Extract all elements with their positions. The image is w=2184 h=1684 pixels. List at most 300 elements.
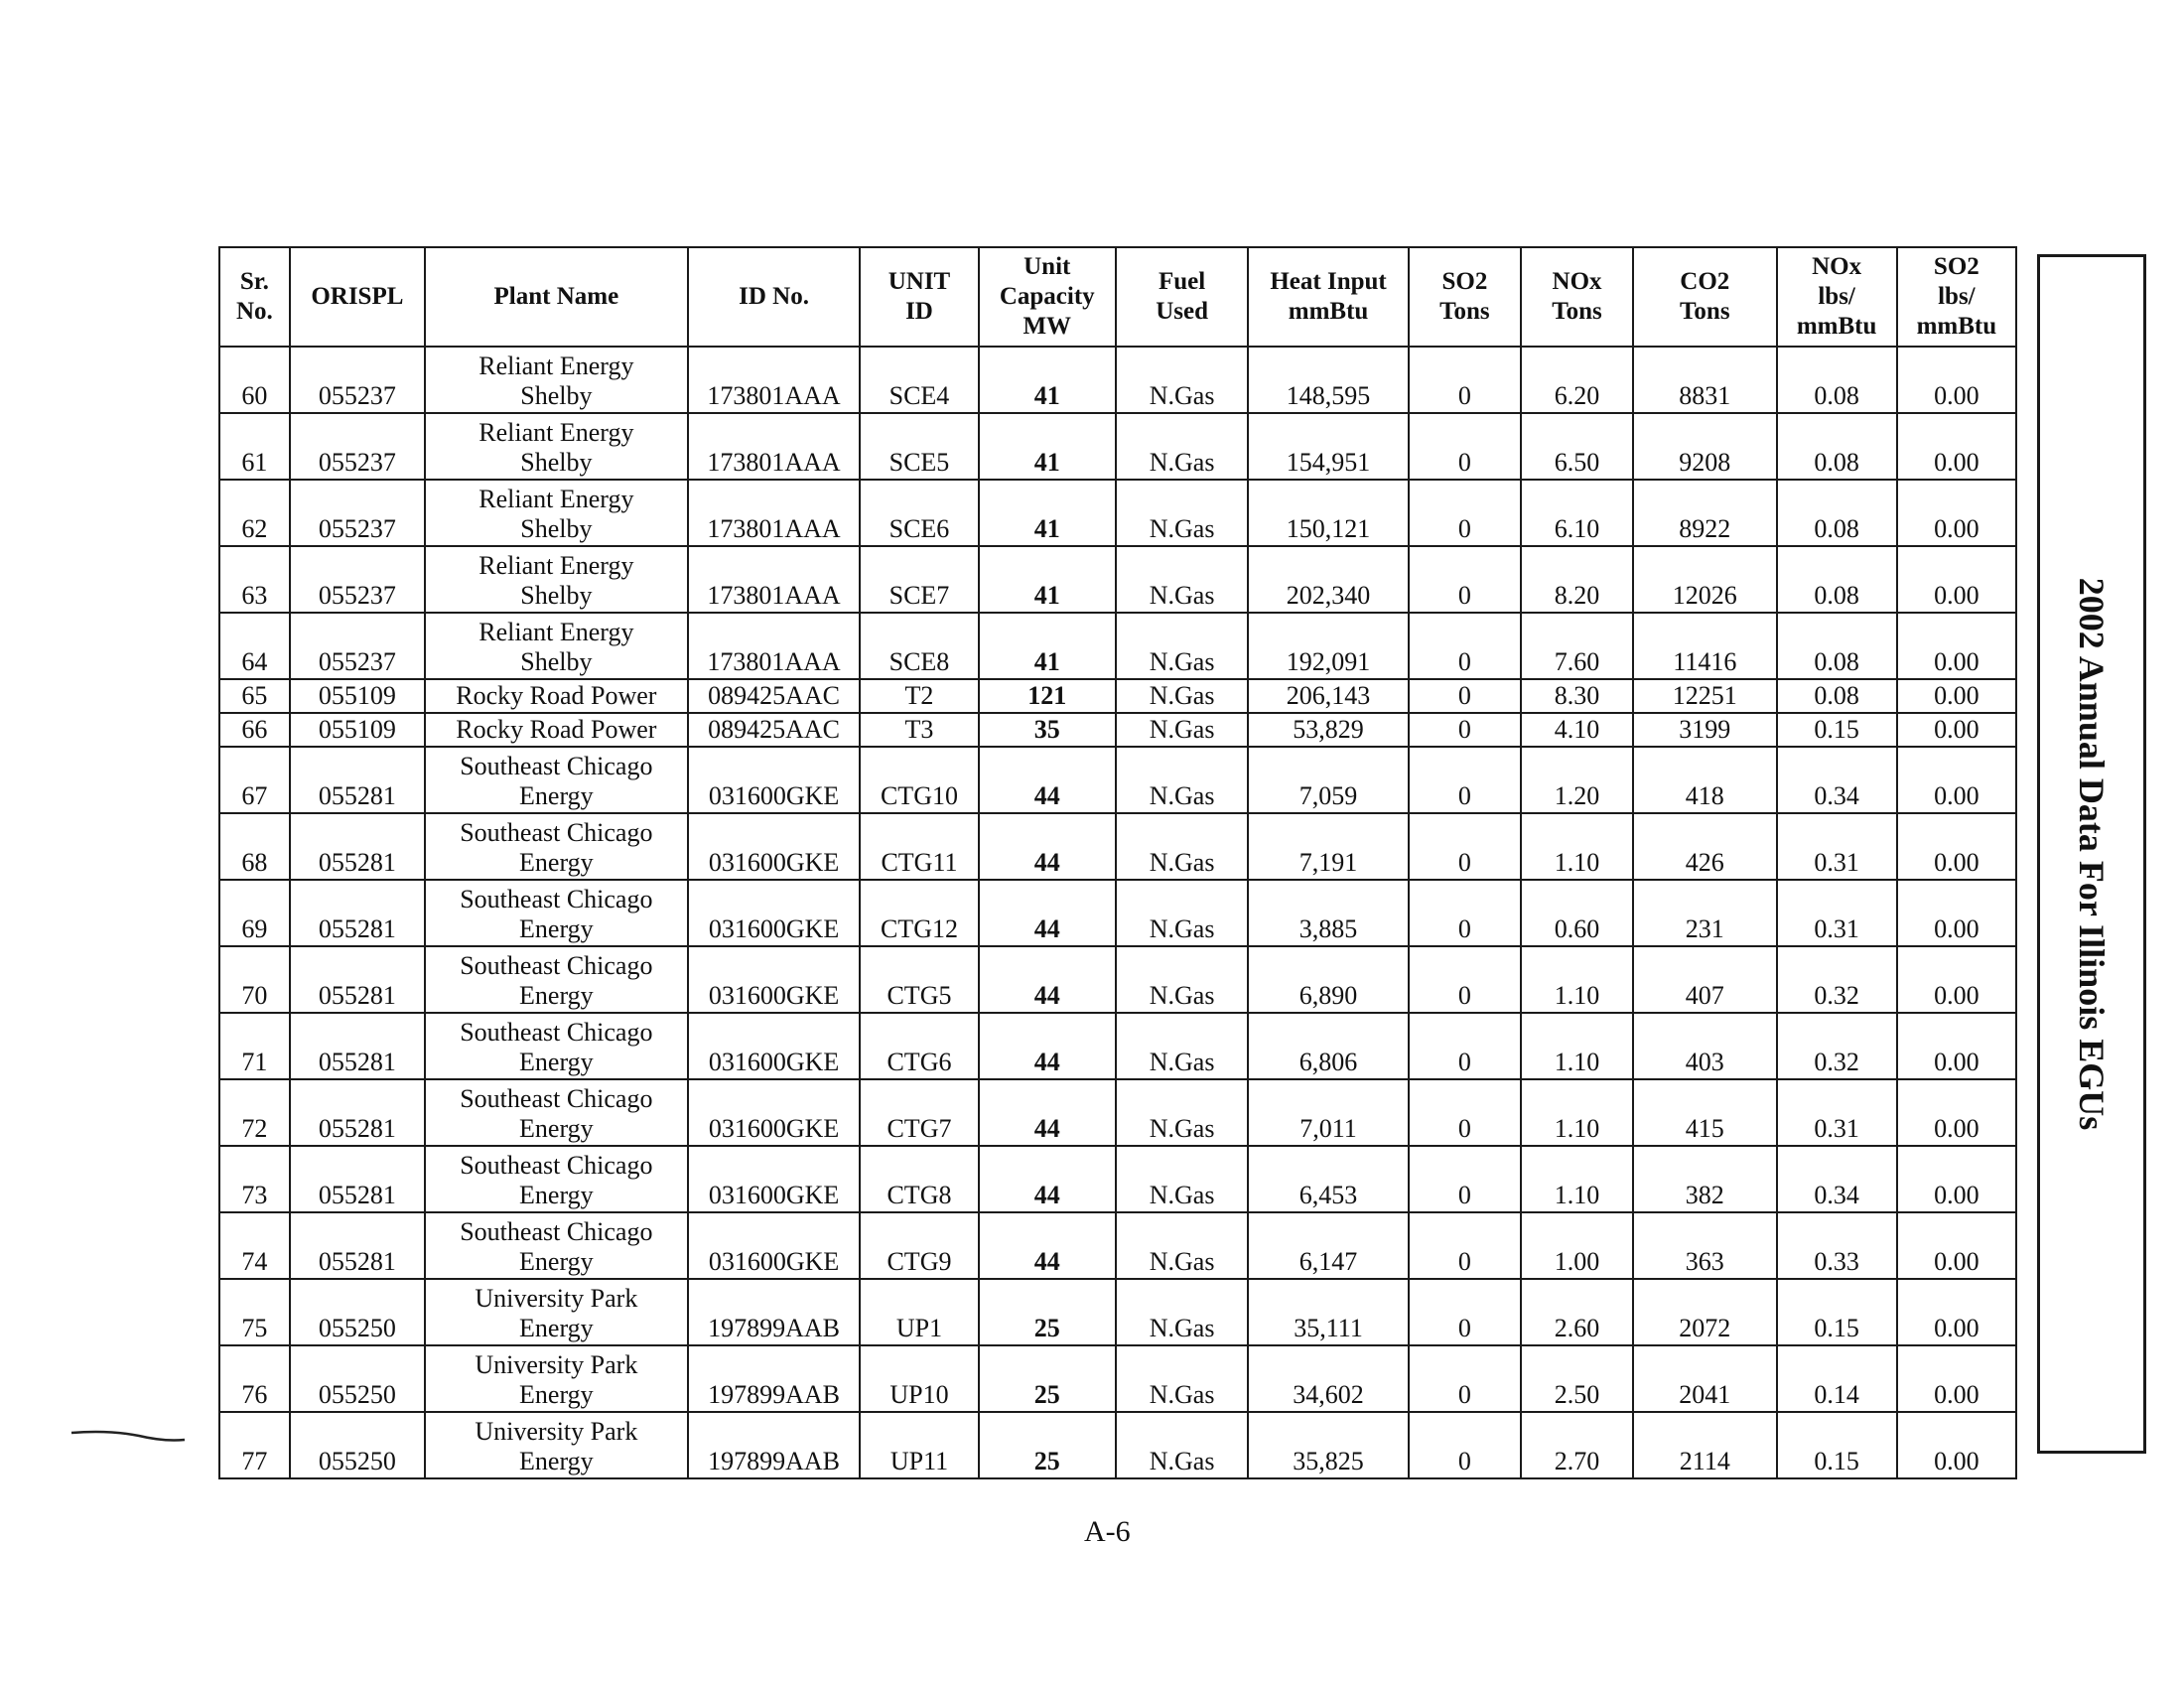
cell-id-no: 197899AAB bbox=[688, 1345, 861, 1412]
cell-so2-rate: 0.00 bbox=[1897, 1279, 2016, 1345]
cell-sr-no: 74 bbox=[219, 1212, 290, 1279]
header-unit-capacity bbox=[979, 247, 1116, 347]
cell-heat-input: 7,011 bbox=[1248, 1079, 1409, 1146]
cell-sr-no: 63 bbox=[219, 546, 290, 613]
cell-so2-tons: 0 bbox=[1409, 1345, 1521, 1412]
cell-nox-tons: 8.20 bbox=[1521, 546, 1633, 613]
cell-orispl: 055281 bbox=[290, 1013, 425, 1079]
cell-nox-tons: 6.50 bbox=[1521, 413, 1633, 480]
cell-nox-rate: 0.33 bbox=[1777, 1212, 1897, 1279]
cell-unit-capacity: 25 bbox=[979, 1412, 1116, 1478]
cell-fuel-used: N.Gas bbox=[1116, 946, 1248, 1013]
cell-so2-rate: 0.00 bbox=[1897, 1146, 2016, 1212]
cell-heat-input: 6,806 bbox=[1248, 1013, 1409, 1079]
header-text: Capacity bbox=[999, 283, 1095, 310]
cell-so2-rate: 0.00 bbox=[1897, 1013, 2016, 1079]
cell-so2-tons: 0 bbox=[1409, 1079, 1521, 1146]
cell-sr-no: 75 bbox=[219, 1279, 290, 1345]
cell-so2-rate: 0.00 bbox=[1897, 613, 2016, 679]
plant-name-line: Reliant Energy bbox=[478, 618, 634, 646]
table-row bbox=[219, 1279, 2016, 1345]
table-row bbox=[219, 480, 2016, 546]
header-text: lbs/ bbox=[1818, 283, 1855, 310]
cell-plant-name bbox=[425, 413, 688, 480]
side-title: 2002 Annual Data For Illinois EGUs bbox=[2072, 577, 2112, 1131]
cell-orispl: 055281 bbox=[290, 813, 425, 880]
cell-plant-name bbox=[425, 347, 688, 413]
cell-orispl: 055281 bbox=[290, 880, 425, 946]
cell-id-no: 173801AAA bbox=[688, 546, 861, 613]
cell-nox-rate: 0.34 bbox=[1777, 747, 1897, 813]
cell-heat-input: 34,602 bbox=[1248, 1345, 1409, 1412]
cell-unit-capacity: 35 bbox=[979, 713, 1116, 747]
cell-heat-input: 154,951 bbox=[1248, 413, 1409, 480]
cell-sr-no: 71 bbox=[219, 1013, 290, 1079]
cell-nox-tons: 1.10 bbox=[1521, 1079, 1633, 1146]
header-nox-rate bbox=[1777, 247, 1897, 347]
table-body bbox=[219, 347, 2016, 1478]
cell-id-no: 173801AAA bbox=[688, 480, 861, 546]
cell-nox-rate: 0.08 bbox=[1777, 613, 1897, 679]
cell-so2-rate: 0.00 bbox=[1897, 1212, 2016, 1279]
cell-fuel-used: N.Gas bbox=[1116, 546, 1248, 613]
cell-fuel-used: N.Gas bbox=[1116, 713, 1248, 747]
cell-co2-tons: 426 bbox=[1633, 813, 1776, 880]
cell-heat-input: 35,111 bbox=[1248, 1279, 1409, 1345]
cell-nox-rate: 0.32 bbox=[1777, 946, 1897, 1013]
cell-sr-no: 61 bbox=[219, 413, 290, 480]
cell-so2-tons: 0 bbox=[1409, 413, 1521, 480]
plant-name-line: University Park bbox=[475, 1284, 638, 1313]
header-text: Tons bbox=[1552, 298, 1602, 325]
header-text: mmBtu bbox=[1916, 313, 1997, 340]
cell-co2-tons: 9208 bbox=[1633, 413, 1776, 480]
cell-orispl: 055237 bbox=[290, 347, 425, 413]
cell-id-no: 089425AAC bbox=[688, 713, 861, 747]
cell-unit-capacity: 121 bbox=[979, 679, 1116, 713]
cell-plant-name bbox=[425, 747, 688, 813]
cell-co2-tons: 403 bbox=[1633, 1013, 1776, 1079]
cell-nox-rate: 0.14 bbox=[1777, 1345, 1897, 1412]
cell-co2-tons: 12251 bbox=[1633, 679, 1776, 713]
cell-id-no: 197899AAB bbox=[688, 1412, 861, 1478]
plant-name-line: Reliant Energy bbox=[478, 418, 634, 447]
cell-plant-name bbox=[425, 1345, 688, 1412]
cell-co2-tons: 382 bbox=[1633, 1146, 1776, 1212]
cell-plant-name bbox=[425, 1146, 688, 1212]
header-text: ID No. bbox=[739, 283, 809, 310]
cell-nox-rate: 0.31 bbox=[1777, 1079, 1897, 1146]
cell-co2-tons: 363 bbox=[1633, 1212, 1776, 1279]
cell-unit-capacity: 44 bbox=[979, 1212, 1116, 1279]
cell-co2-tons: 3199 bbox=[1633, 713, 1776, 747]
cell-nox-tons: 1.20 bbox=[1521, 747, 1633, 813]
plant-name-line: Southeast Chicago bbox=[460, 885, 653, 913]
cell-fuel-used: N.Gas bbox=[1116, 880, 1248, 946]
header-fuel-used bbox=[1116, 247, 1248, 347]
cell-id-no: 031600GKE bbox=[688, 1013, 861, 1079]
cell-sr-no: 67 bbox=[219, 747, 290, 813]
cell-heat-input: 202,340 bbox=[1248, 546, 1409, 613]
cell-sr-no: 77 bbox=[219, 1412, 290, 1478]
cell-plant-name bbox=[425, 613, 688, 679]
cell-so2-tons: 0 bbox=[1409, 946, 1521, 1013]
cell-unit-id: CTG5 bbox=[860, 946, 978, 1013]
cell-nox-rate: 0.08 bbox=[1777, 347, 1897, 413]
cell-unit-capacity: 44 bbox=[979, 1013, 1116, 1079]
table-row bbox=[219, 1412, 2016, 1478]
cell-unit-id: SCE5 bbox=[860, 413, 978, 480]
table-row bbox=[219, 946, 2016, 1013]
cell-co2-tons: 8831 bbox=[1633, 347, 1776, 413]
cell-nox-tons: 4.10 bbox=[1521, 713, 1633, 747]
cell-so2-tons: 0 bbox=[1409, 679, 1521, 713]
cell-unit-id: CTG6 bbox=[860, 1013, 978, 1079]
table-row bbox=[219, 679, 2016, 713]
cell-nox-tons: 1.10 bbox=[1521, 1013, 1633, 1079]
cell-orispl: 055109 bbox=[290, 713, 425, 747]
table-row bbox=[219, 880, 2016, 946]
header-text: No. bbox=[235, 298, 273, 325]
emissions-table bbox=[218, 246, 2017, 1479]
cell-orispl: 055237 bbox=[290, 480, 425, 546]
cell-orispl: 055281 bbox=[290, 1079, 425, 1146]
table-row bbox=[219, 1146, 2016, 1212]
cell-nox-rate: 0.08 bbox=[1777, 480, 1897, 546]
cell-fuel-used: N.Gas bbox=[1116, 1412, 1248, 1478]
cell-nox-tons: 0.60 bbox=[1521, 880, 1633, 946]
plant-name-line: Energy bbox=[519, 1380, 594, 1409]
cell-id-no: 173801AAA bbox=[688, 413, 861, 480]
cell-orispl: 055250 bbox=[290, 1279, 425, 1345]
header-text: Tons bbox=[1439, 298, 1490, 325]
cell-heat-input: 6,890 bbox=[1248, 946, 1409, 1013]
cell-plant-name bbox=[425, 946, 688, 1013]
cell-orispl: 055109 bbox=[290, 679, 425, 713]
header-text: NOx bbox=[1552, 268, 1602, 295]
cell-id-no: 031600GKE bbox=[688, 880, 861, 946]
cell-id-no: 031600GKE bbox=[688, 813, 861, 880]
cell-unit-capacity: 25 bbox=[979, 1279, 1116, 1345]
header-text: MW bbox=[1023, 313, 1072, 340]
cell-co2-tons: 2114 bbox=[1633, 1412, 1776, 1478]
cell-plant-name bbox=[425, 480, 688, 546]
cell-unit-id: CTG9 bbox=[860, 1212, 978, 1279]
cell-unit-id: SCE4 bbox=[860, 347, 978, 413]
cell-so2-rate: 0.00 bbox=[1897, 546, 2016, 613]
cell-nox-tons: 2.70 bbox=[1521, 1412, 1633, 1478]
cell-unit-capacity: 44 bbox=[979, 1079, 1116, 1146]
cell-sr-no: 70 bbox=[219, 946, 290, 1013]
plant-name-line: Rocky Road Power bbox=[456, 715, 657, 744]
plant-name-line: University Park bbox=[475, 1417, 638, 1446]
plant-name-line: Reliant Energy bbox=[478, 351, 634, 380]
cell-plant-name bbox=[425, 713, 688, 747]
header-text: Used bbox=[1156, 298, 1208, 325]
table-row bbox=[219, 713, 2016, 747]
cell-so2-tons: 0 bbox=[1409, 347, 1521, 413]
cell-id-no: 031600GKE bbox=[688, 1079, 861, 1146]
cell-sr-no: 73 bbox=[219, 1146, 290, 1212]
plant-name-line: Energy bbox=[519, 1247, 594, 1276]
scan-artifact-stroke bbox=[69, 1428, 187, 1446]
cell-orispl: 055237 bbox=[290, 546, 425, 613]
plant-name-line: Southeast Chicago bbox=[460, 951, 653, 980]
cell-so2-rate: 0.00 bbox=[1897, 747, 2016, 813]
cell-nox-rate: 0.08 bbox=[1777, 679, 1897, 713]
header-id-no bbox=[688, 247, 861, 347]
header-unit-id bbox=[860, 247, 978, 347]
cell-id-no: 031600GKE bbox=[688, 747, 861, 813]
cell-nox-tons: 1.00 bbox=[1521, 1212, 1633, 1279]
cell-co2-tons: 2072 bbox=[1633, 1279, 1776, 1345]
cell-co2-tons: 407 bbox=[1633, 946, 1776, 1013]
cell-unit-capacity: 25 bbox=[979, 1345, 1116, 1412]
plant-name-line: Energy bbox=[519, 848, 594, 877]
cell-so2-tons: 0 bbox=[1409, 880, 1521, 946]
cell-so2-tons: 0 bbox=[1409, 1279, 1521, 1345]
header-plant-name bbox=[425, 247, 688, 347]
cell-fuel-used: N.Gas bbox=[1116, 1146, 1248, 1212]
cell-fuel-used: N.Gas bbox=[1116, 413, 1248, 480]
cell-sr-no: 72 bbox=[219, 1079, 290, 1146]
header-nox-tons bbox=[1521, 247, 1633, 347]
side-title-box bbox=[2037, 254, 2146, 1454]
plant-name-line: Shelby bbox=[520, 581, 593, 610]
header-orispl bbox=[290, 247, 425, 347]
header-text: Tons bbox=[1680, 298, 1730, 325]
cell-so2-rate: 0.00 bbox=[1897, 1412, 2016, 1478]
cell-so2-tons: 0 bbox=[1409, 480, 1521, 546]
cell-co2-tons: 418 bbox=[1633, 747, 1776, 813]
cell-unit-capacity: 44 bbox=[979, 1146, 1116, 1212]
cell-unit-id: UP1 bbox=[860, 1279, 978, 1345]
cell-fuel-used: N.Gas bbox=[1116, 1013, 1248, 1079]
table-row bbox=[219, 1079, 2016, 1146]
cell-unit-capacity: 44 bbox=[979, 747, 1116, 813]
header-heat-input bbox=[1248, 247, 1409, 347]
plant-name-line: Energy bbox=[519, 914, 594, 943]
header-sr-no bbox=[219, 247, 290, 347]
plant-name-line: Shelby bbox=[520, 448, 593, 477]
cell-plant-name bbox=[425, 1212, 688, 1279]
cell-id-no: 197899AAB bbox=[688, 1279, 861, 1345]
plant-name-line: Energy bbox=[519, 1114, 594, 1143]
table-row bbox=[219, 813, 2016, 880]
cell-nox-tons: 6.10 bbox=[1521, 480, 1633, 546]
table-header-row bbox=[219, 247, 2016, 347]
cell-sr-no: 65 bbox=[219, 679, 290, 713]
cell-fuel-used: N.Gas bbox=[1116, 480, 1248, 546]
plant-name-line: Shelby bbox=[520, 381, 593, 410]
cell-co2-tons: 8922 bbox=[1633, 480, 1776, 546]
header-text: NOx bbox=[1812, 253, 1862, 280]
cell-nox-rate: 0.32 bbox=[1777, 1013, 1897, 1079]
table-row bbox=[219, 1212, 2016, 1279]
cell-so2-rate: 0.00 bbox=[1897, 347, 2016, 413]
cell-id-no: 031600GKE bbox=[688, 946, 861, 1013]
header-text: Sr. bbox=[239, 268, 269, 295]
cell-plant-name bbox=[425, 1279, 688, 1345]
cell-so2-tons: 0 bbox=[1409, 713, 1521, 747]
cell-unit-capacity: 41 bbox=[979, 480, 1116, 546]
cell-so2-tons: 0 bbox=[1409, 813, 1521, 880]
table-row bbox=[219, 1013, 2016, 1079]
plant-name-line: Energy bbox=[519, 1314, 594, 1342]
cell-nox-tons: 1.10 bbox=[1521, 1146, 1633, 1212]
cell-unit-id: T2 bbox=[860, 679, 978, 713]
cell-nox-tons: 8.30 bbox=[1521, 679, 1633, 713]
cell-sr-no: 60 bbox=[219, 347, 290, 413]
cell-fuel-used: N.Gas bbox=[1116, 1212, 1248, 1279]
plant-name-line: Reliant Energy bbox=[478, 551, 634, 580]
header-text: Plant Name bbox=[493, 283, 619, 310]
cell-so2-rate: 0.00 bbox=[1897, 413, 2016, 480]
cell-unit-id: SCE6 bbox=[860, 480, 978, 546]
cell-unit-id: CTG8 bbox=[860, 1146, 978, 1212]
cell-so2-tons: 0 bbox=[1409, 747, 1521, 813]
cell-nox-rate: 0.08 bbox=[1777, 546, 1897, 613]
cell-co2-tons: 11416 bbox=[1633, 613, 1776, 679]
cell-heat-input: 6,453 bbox=[1248, 1146, 1409, 1212]
plant-name-line: Shelby bbox=[520, 647, 593, 676]
cell-plant-name bbox=[425, 813, 688, 880]
header-text: Fuel bbox=[1158, 268, 1206, 295]
cell-fuel-used: N.Gas bbox=[1116, 1079, 1248, 1146]
cell-co2-tons: 231 bbox=[1633, 880, 1776, 946]
cell-orispl: 055250 bbox=[290, 1412, 425, 1478]
header-text: CO2 bbox=[1680, 268, 1730, 295]
cell-orispl: 055237 bbox=[290, 413, 425, 480]
cell-so2-rate: 0.00 bbox=[1897, 1079, 2016, 1146]
table-row bbox=[219, 747, 2016, 813]
cell-plant-name bbox=[425, 1412, 688, 1478]
cell-heat-input: 53,829 bbox=[1248, 713, 1409, 747]
cell-heat-input: 3,885 bbox=[1248, 880, 1409, 946]
cell-unit-id: UP10 bbox=[860, 1345, 978, 1412]
cell-fuel-used: N.Gas bbox=[1116, 747, 1248, 813]
plant-name-line: Energy bbox=[519, 1447, 594, 1475]
table-row bbox=[219, 413, 2016, 480]
cell-unit-capacity: 44 bbox=[979, 946, 1116, 1013]
header-so2-rate bbox=[1897, 247, 2016, 347]
cell-unit-id: T3 bbox=[860, 713, 978, 747]
header-co2-tons bbox=[1633, 247, 1776, 347]
cell-so2-rate: 0.00 bbox=[1897, 480, 2016, 546]
plant-name-line: Southeast Chicago bbox=[460, 1018, 653, 1047]
cell-heat-input: 148,595 bbox=[1248, 347, 1409, 413]
cell-id-no: 089425AAC bbox=[688, 679, 861, 713]
cell-nox-tons: 2.60 bbox=[1521, 1279, 1633, 1345]
cell-plant-name bbox=[425, 1079, 688, 1146]
cell-nox-rate: 0.34 bbox=[1777, 1146, 1897, 1212]
header-so2-tons bbox=[1409, 247, 1521, 347]
cell-orispl: 055281 bbox=[290, 1212, 425, 1279]
cell-co2-tons: 2041 bbox=[1633, 1345, 1776, 1412]
cell-unit-capacity: 44 bbox=[979, 813, 1116, 880]
cell-so2-rate: 0.00 bbox=[1897, 679, 2016, 713]
cell-sr-no: 66 bbox=[219, 713, 290, 747]
cell-orispl: 055281 bbox=[290, 747, 425, 813]
plant-name-line: Rocky Road Power bbox=[456, 681, 657, 710]
cell-sr-no: 69 bbox=[219, 880, 290, 946]
cell-nox-tons: 2.50 bbox=[1521, 1345, 1633, 1412]
header-text: SO2 bbox=[1933, 253, 1979, 280]
cell-unit-id: CTG10 bbox=[860, 747, 978, 813]
header-text: mmBtu bbox=[1288, 298, 1369, 325]
plant-name-line: Southeast Chicago bbox=[460, 1151, 653, 1180]
cell-heat-input: 150,121 bbox=[1248, 480, 1409, 546]
cell-heat-input: 35,825 bbox=[1248, 1412, 1409, 1478]
cell-heat-input: 192,091 bbox=[1248, 613, 1409, 679]
cell-sr-no: 76 bbox=[219, 1345, 290, 1412]
cell-orispl: 055281 bbox=[290, 1146, 425, 1212]
cell-fuel-used: N.Gas bbox=[1116, 813, 1248, 880]
cell-nox-tons: 6.20 bbox=[1521, 347, 1633, 413]
cell-so2-rate: 0.00 bbox=[1897, 1345, 2016, 1412]
cell-co2-tons: 12026 bbox=[1633, 546, 1776, 613]
header-text: Unit bbox=[1024, 253, 1071, 280]
cell-unit-capacity: 41 bbox=[979, 546, 1116, 613]
cell-heat-input: 7,191 bbox=[1248, 813, 1409, 880]
cell-nox-rate: 0.15 bbox=[1777, 713, 1897, 747]
cell-so2-rate: 0.00 bbox=[1897, 813, 2016, 880]
cell-so2-tons: 0 bbox=[1409, 1146, 1521, 1212]
page-number: A-6 bbox=[1084, 1515, 1131, 1548]
cell-orispl: 055237 bbox=[290, 613, 425, 679]
cell-so2-tons: 0 bbox=[1409, 1013, 1521, 1079]
plant-name-line: Energy bbox=[519, 1048, 594, 1076]
cell-id-no: 173801AAA bbox=[688, 347, 861, 413]
cell-so2-tons: 0 bbox=[1409, 546, 1521, 613]
header-text: SO2 bbox=[1441, 268, 1488, 295]
cell-nox-rate: 0.31 bbox=[1777, 813, 1897, 880]
cell-nox-tons: 1.10 bbox=[1521, 946, 1633, 1013]
header-text: UNIT bbox=[887, 268, 951, 295]
plant-name-line: Reliant Energy bbox=[478, 485, 634, 513]
cell-id-no: 173801AAA bbox=[688, 613, 861, 679]
header-text: mmBtu bbox=[1796, 313, 1877, 340]
cell-unit-capacity: 44 bbox=[979, 880, 1116, 946]
cell-nox-rate: 0.15 bbox=[1777, 1279, 1897, 1345]
cell-sr-no: 64 bbox=[219, 613, 290, 679]
header-text: ID bbox=[905, 298, 933, 325]
cell-nox-rate: 0.08 bbox=[1777, 413, 1897, 480]
cell-id-no: 031600GKE bbox=[688, 1146, 861, 1212]
plant-name-line: Shelby bbox=[520, 514, 593, 543]
cell-nox-rate: 0.15 bbox=[1777, 1412, 1897, 1478]
cell-heat-input: 206,143 bbox=[1248, 679, 1409, 713]
cell-unit-id: SCE8 bbox=[860, 613, 978, 679]
cell-orispl: 055281 bbox=[290, 946, 425, 1013]
cell-unit-id: SCE7 bbox=[860, 546, 978, 613]
cell-so2-tons: 0 bbox=[1409, 1212, 1521, 1279]
plant-name-line: Southeast Chicago bbox=[460, 1217, 653, 1246]
cell-orispl: 055250 bbox=[290, 1345, 425, 1412]
cell-sr-no: 68 bbox=[219, 813, 290, 880]
cell-fuel-used: N.Gas bbox=[1116, 679, 1248, 713]
cell-nox-tons: 1.10 bbox=[1521, 813, 1633, 880]
cell-so2-rate: 0.00 bbox=[1897, 880, 2016, 946]
plant-name-line: Southeast Chicago bbox=[460, 752, 653, 780]
cell-plant-name bbox=[425, 880, 688, 946]
cell-co2-tons: 415 bbox=[1633, 1079, 1776, 1146]
cell-id-no: 031600GKE bbox=[688, 1212, 861, 1279]
cell-plant-name bbox=[425, 546, 688, 613]
cell-unit-id: CTG7 bbox=[860, 1079, 978, 1146]
plant-name-line: Southeast Chicago bbox=[460, 818, 653, 847]
cell-so2-tons: 0 bbox=[1409, 613, 1521, 679]
